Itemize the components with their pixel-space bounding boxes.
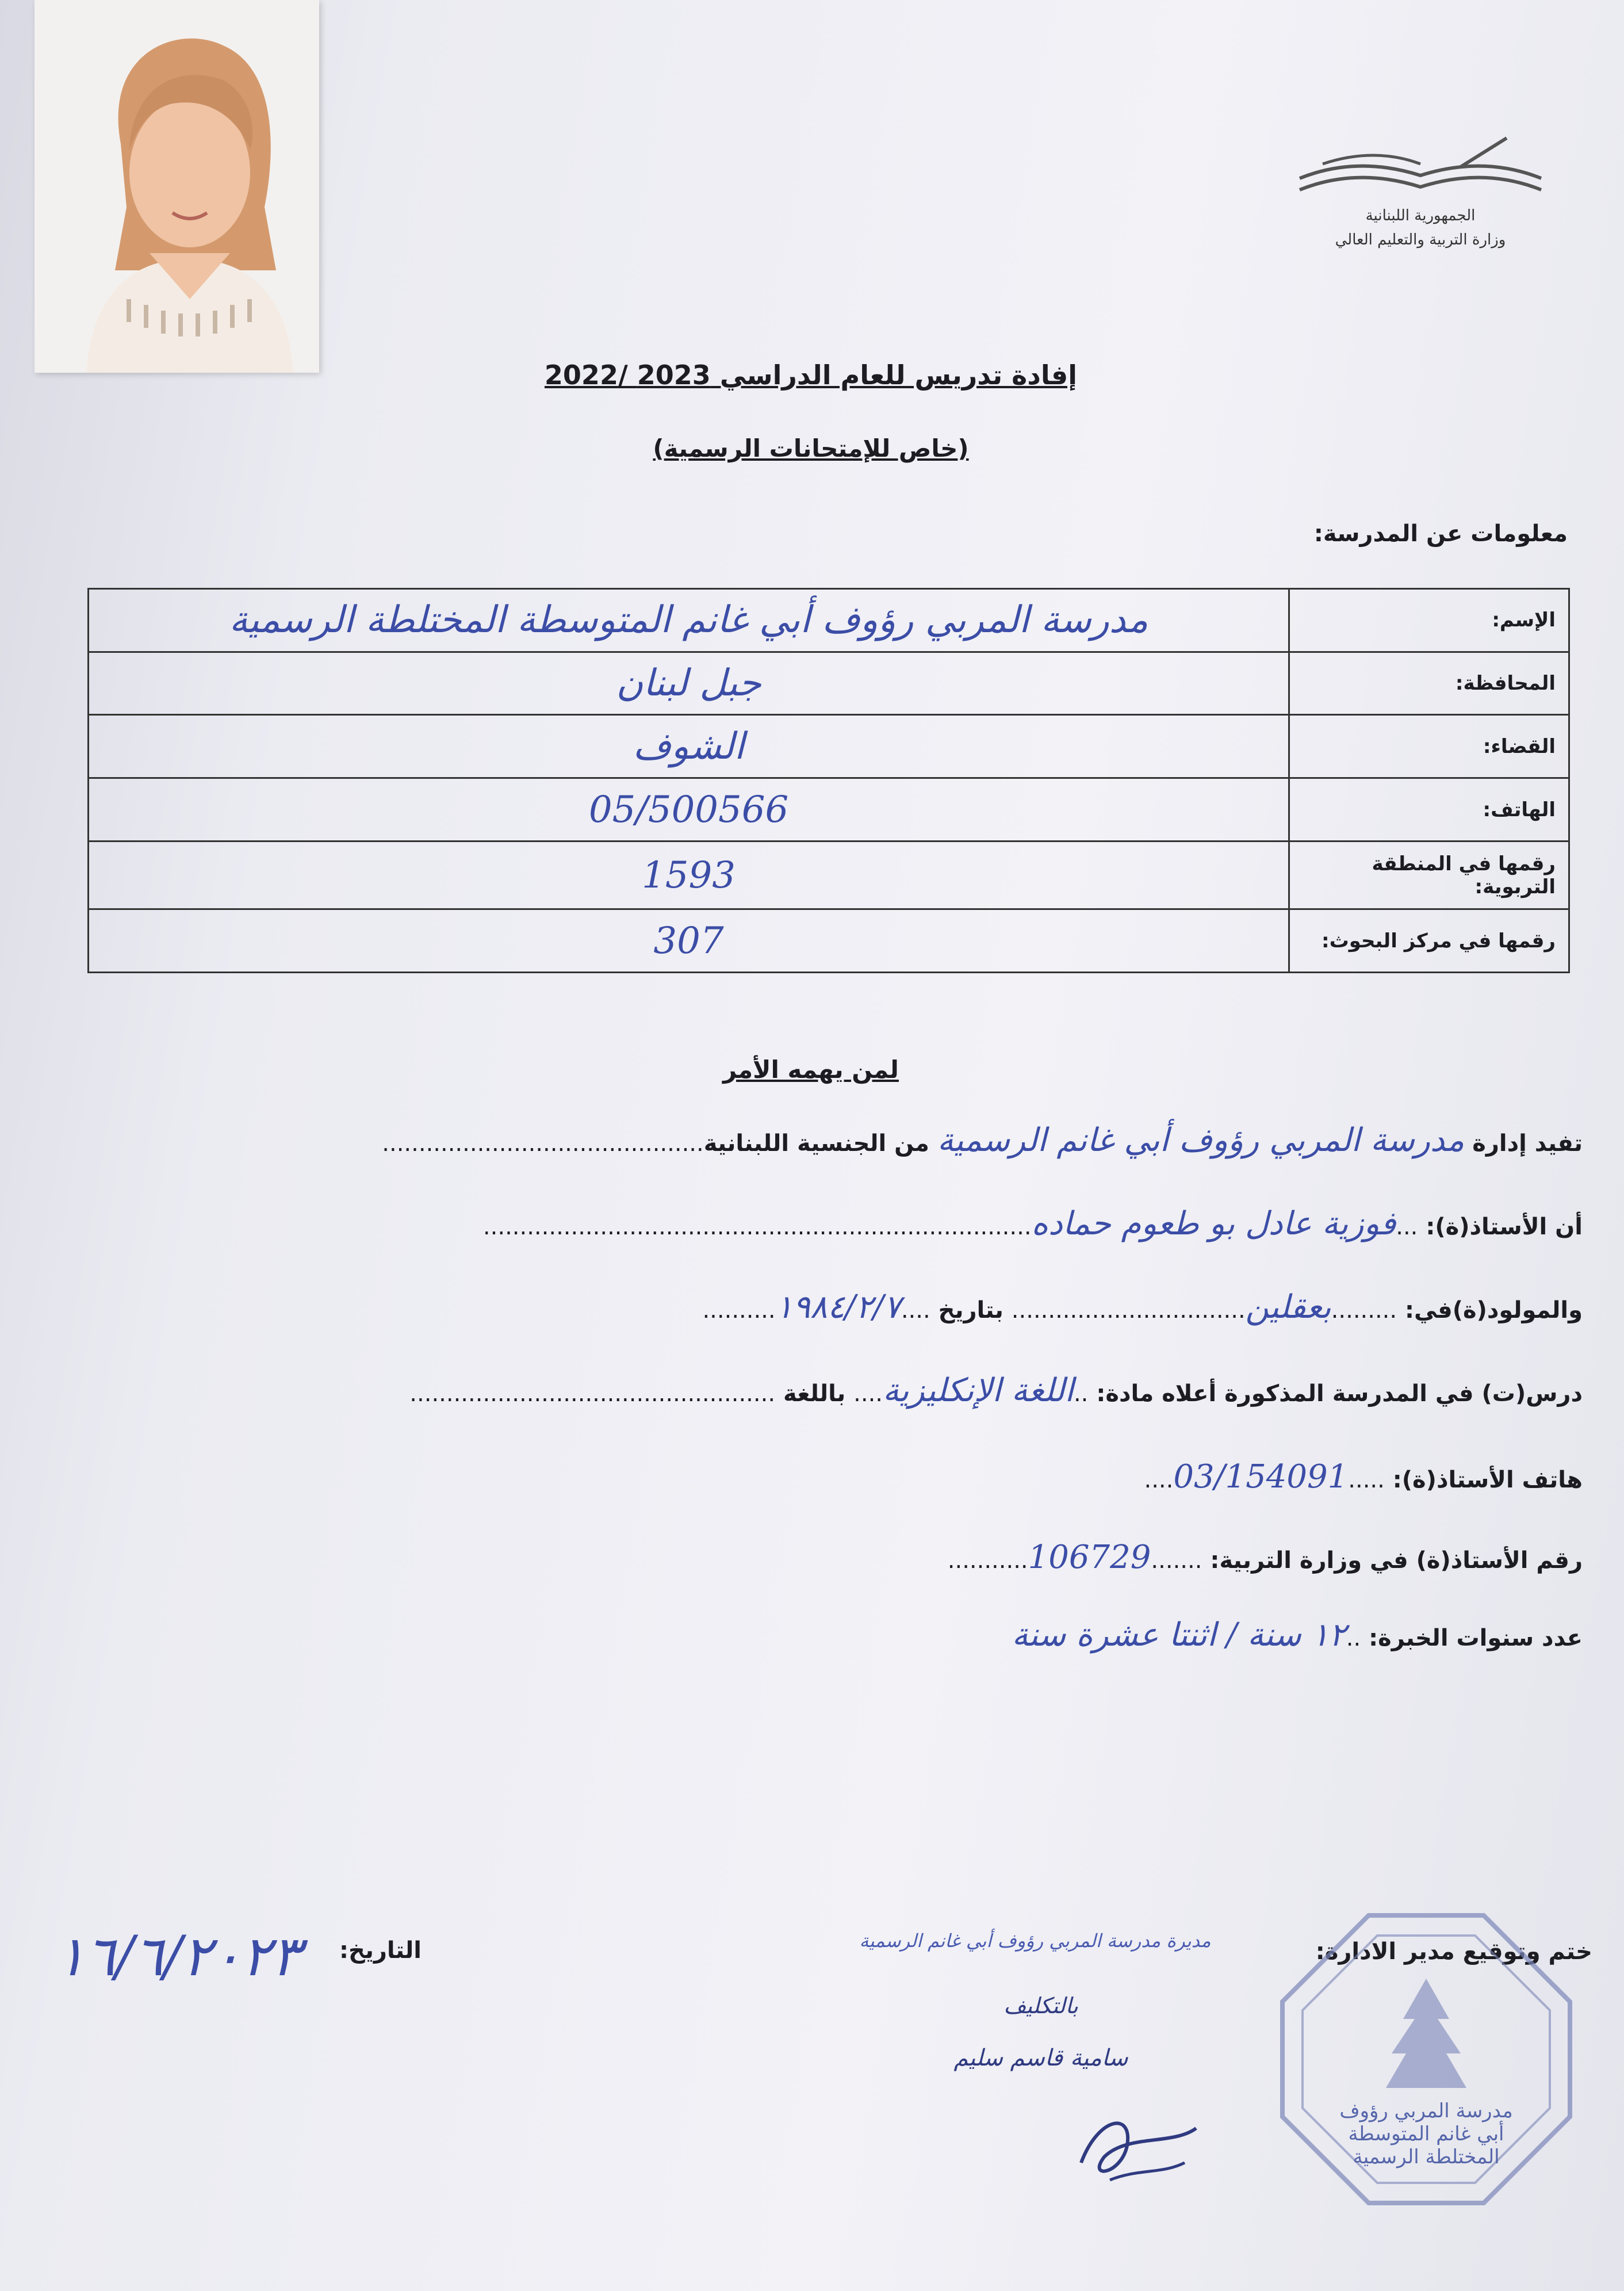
signature-label: ختم وتوقيع مدير الادارة: — [1315, 1938, 1592, 1965]
experience-line: عدد سنوات الخبرة: ..١٢ سنة / اثنتا عشرة سنة — [1012, 1616, 1583, 1654]
subject-fill: اللغة الإنكليزية — [883, 1372, 1074, 1409]
table-row — [89, 909, 1569, 973]
birthplace-fill: بعقلين — [1245, 1288, 1331, 1326]
page-subtitle: (خاص للإمتحانات الرسمية) — [653, 434, 969, 462]
ministry-text: وزارة التربية والتعليم العالي — [1335, 231, 1506, 248]
phone-value: 05/500566 — [89, 778, 1289, 842]
teacher-phone-fill: 03/154091 — [1173, 1458, 1349, 1496]
to-whom-heading: لمن يهمه الأمر — [723, 1055, 899, 1084]
page-title: إفادة تدريس للعام الدراسي 2023 /2022 — [544, 359, 1078, 391]
republic-text: الجمهورية اللبنانية — [1365, 207, 1476, 224]
table-row — [89, 589, 1569, 652]
table-row — [89, 841, 1569, 909]
research-number-label: رقمها في مركز البحوث: — [1289, 909, 1569, 973]
ministry-number-line: رقم الأستاذ(ة) في وزارة التربية: .......106729........... — [947, 1539, 1583, 1576]
teacher-name-fill: فوزية عادل بو طعوم حماده — [1031, 1205, 1396, 1242]
birthdate-fill: ١٩٨٤/٢/٧ — [775, 1288, 901, 1326]
district-label: القضاء: — [1289, 715, 1569, 778]
director-signature-icon — [1064, 2094, 1213, 2191]
portrait-photo — [35, 0, 319, 373]
region-number-label: رقمها في المنطقة التربوية: — [1289, 841, 1569, 909]
book-pen-icon — [1288, 132, 1553, 201]
governorate-label: المحافظة: — [1289, 652, 1569, 715]
district-value: الشوف — [89, 715, 1289, 778]
cedar-icon — [1386, 1979, 1466, 2088]
assignment-text: بالتكليف — [1003, 1993, 1078, 2018]
table-row — [89, 778, 1569, 842]
birth-line: والمولود(ة)في: .........بعقلين................................ بتاريخ ....١٩٨٤/٢/٧.......... — [702, 1288, 1583, 1326]
official-stamp: مدرسة المربي رؤوف أبي غانم المتوسطة المختلطة الرسمية — [1277, 1910, 1576, 2209]
region-number-value: 1593 — [89, 841, 1289, 909]
table-row — [89, 715, 1569, 778]
research-number-value: 307 — [89, 909, 1289, 973]
subject-line: درس(ت) في المدرسة المذكورة أعلاه مادة: ..اللغة الإنكليزية.... باللغة .................................................. — [409, 1372, 1583, 1409]
school-name-fill: مدرسة المربي رؤوف أبي غانم الرسمية — [937, 1122, 1465, 1159]
director-name: سامية قاسم سليم — [953, 2045, 1128, 2071]
experience-fill: ١٢ سنة / اثنتا عشرة سنة — [1012, 1616, 1346, 1654]
name-value: مدرسة المربي رؤوف أبي غانم المتوسطة المختلطة الرسمية — [89, 589, 1289, 652]
ministry-number-fill: 106729 — [1028, 1539, 1151, 1576]
school-info-table — [87, 588, 1570, 973]
date-value: ١٦/٦/٢٠٢٣ — [56, 1924, 301, 1988]
director-role: مديرة مدرسة المربي رؤوف أبي غانم الرسمية — [859, 1930, 1211, 1952]
teacher-name-line: أن الأستاذ(ة): ...فوزية عادل بو طعوم حماده........................................................................... — [482, 1205, 1583, 1242]
phone-label: الهاتف: — [1289, 778, 1569, 842]
school-admin-line: تفيد إدارة مدرسة المربي رؤوف أبي غانم الرسمية من الجنسية اللبنانية............................................ — [382, 1122, 1583, 1159]
governorate-value: جبل لبنان — [89, 652, 1289, 715]
teacher-phone-line: هاتف الأستاذ(ة): .....03/154091.... — [1144, 1458, 1583, 1496]
name-label: الإسم: — [1289, 589, 1569, 652]
table-row — [89, 652, 1569, 715]
ministry-logo — [1288, 132, 1553, 265]
school-info-heading: معلومات عن المدرسة: — [1313, 521, 1568, 547]
date-label: التاريخ: — [339, 1937, 422, 1964]
